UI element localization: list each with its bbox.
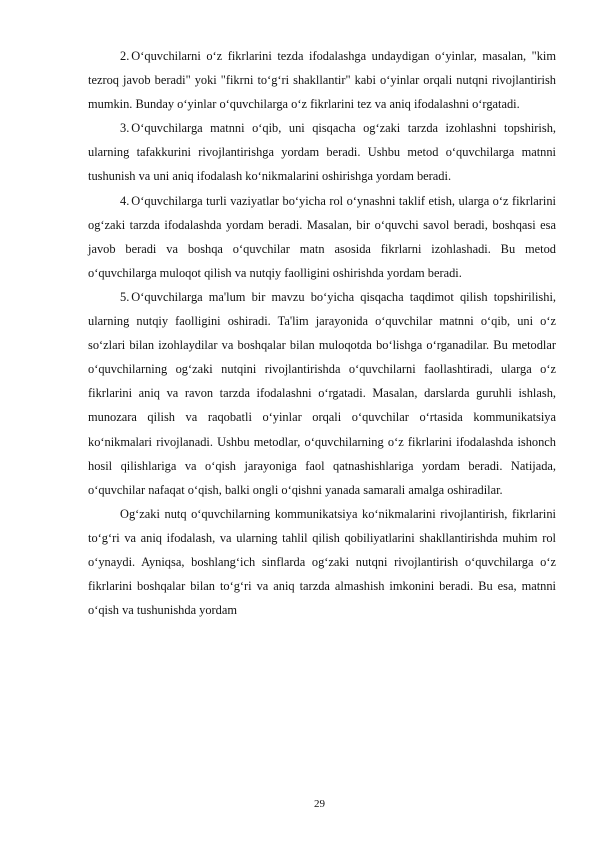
paragraph-text: Og‘zaki nutq o‘quvchilarning kommunikatsiya ko‘nikmalarini rivojlantirish, fikrlarini to‘g‘ri va aniq ifodalash, va ularning tahlil qilish qobiliyatlarini shakllantirishda muhim rol o‘ynaydi. Ayniqsa, boshlang‘ich sinflarda og‘zaki nutqni rivojlantirish o‘quvchilarga o‘z fikrlarini boshqalar bilan to‘g‘ri va aniq tarzda almashish imkonini beradi. Bu esa, matnni o‘qish va tushunishda yordam [88,506,556,618]
paragraph-item-5 [88,285,556,502]
paragraph-number: 4. [120,193,130,208]
paragraph-text: O‘quvchilarga turli vaziyatlar bo‘yicha rol o‘ynashni taklif etish, ularga o‘z fikrlarini og‘zaki tarzda ifodalashda yordam beradi. Masalan, bir o‘quvchi savol beradi, boshqasi esa javob beradi va boshqa o‘quvchilar matn asosida fikrlarni izohlashadi. Bu metod o‘quvchilarga muloqot qilish va nutqiy faolligini oshirishda yordam beradi. [88,193,556,280]
paragraph-number: 2. [120,49,130,63]
paragraph-item-3 [88,116,556,188]
paragraph-number: 5. [120,289,130,304]
page-number: 29 [314,798,325,810]
paragraph-text: O‘quvchilarga ma'lum bir mavzu bo‘yicha qisqacha taqdimot qilish topshirilishi, ularning nutqiy faolligini oshiradi. Ta'lim jarayonida o‘quvchilar matnni o‘qib, uni o‘z so‘zlari bilan izohlaydilar va boshqalar bilan muloqotda bo‘lishga o‘rganadilar. Bu metodlar o‘quvchilarning og‘zaki nutqini rivojlantirishda o‘quvchilarni faollashtiradi, ularga o‘z fikrlarini aniq va ravon tarzda ifodalashni o‘rgatadi. Masalan, darslarda guruhli ishlash, munozara qilish va raqobatli o‘yinlar orqali o‘quvchilar o‘rtasida kommunikatsiya ko‘nikmalari rivojlanadi. Ushbu metodlar, o‘quvchilarning o‘z fikrlarini ifodalashda ishonch hosil qilishlariga va o‘qish jarayoniga faol qatnashishlariga yordam beradi. Natijada, o‘quvchilar nafaqat o‘qish, balki ongli o‘qishni yanada samarali amalga oshiradilar. [88,289,556,497]
paragraph-text: O‘quvchilarga matnni o‘qib, uni qisqacha og‘zaki tarzda izohlashni topshirish, ularning tafakkurini rivojlantirishga yordam beradi. Ushbu metod o‘quvchilarga matnni tushunish va uni aniq ifodalash ko‘nikmalarini oshirishga yordam beradi. [88,121,556,184]
paragraph-text: O‘quvchilarni o‘z fikrlarini tezda ifodalashga undaydigan o‘yinlar, masalan, "kim tezroq javob beradi" yoki "fikrni to‘g‘ri shakllantir" kabi o‘yinlar orqali nutqni rivojlantirish mumkin. Bunday o‘yinlar o‘quvchilarga o‘z fikrlarini tez va aniq ifodalashni o‘rgatadi. [88,49,556,112]
document-body [88,44,556,622]
paragraph-conclusion [88,502,556,622]
paragraph-item-4 [88,189,556,285]
paragraph-number: 3. [120,121,130,136]
paragraph-item-2 [88,44,556,116]
